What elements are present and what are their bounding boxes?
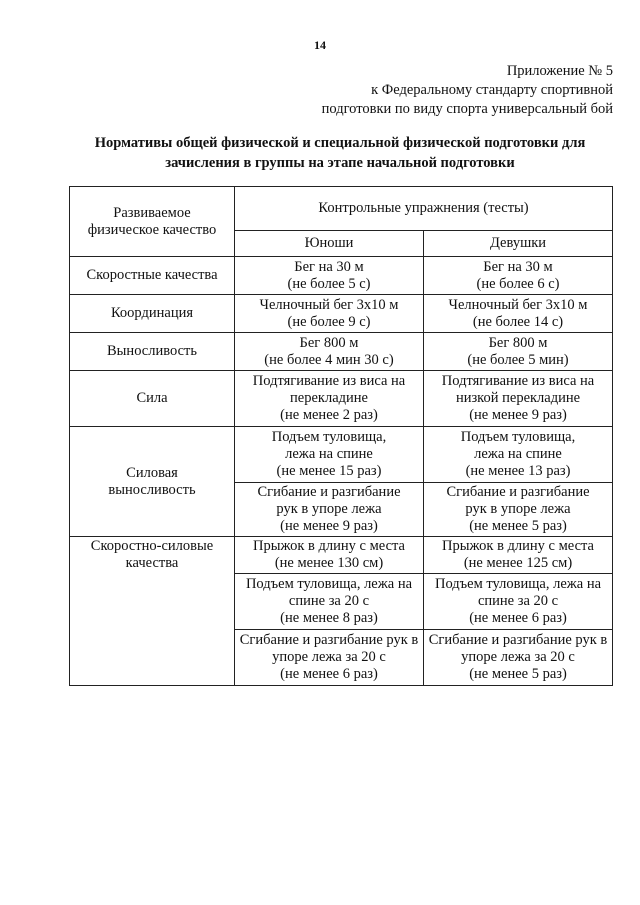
header-quality: Развиваемое физическое качество	[70, 187, 235, 257]
girls-norm-cell: Сгибание и разгибание рук в упоре лежа за 20 с (не менее 5 раз)	[424, 630, 613, 686]
girls-norm-cell: Сгибание и разгибание рук в упоре лежа (не менее 5 раз)	[424, 483, 613, 537]
appendix-line: Приложение № 5	[506, 63, 613, 79]
appendix-header	[322, 62, 613, 119]
table-row	[70, 427, 613, 483]
document-title	[70, 133, 610, 173]
girls-norm-cell: Подъем туловища, лежа на спине (не менее 13 раз)	[424, 427, 613, 483]
quality-cell: Скоростные качества	[70, 257, 235, 295]
girls-norm-cell: Подтягивание из виса на низкой перекладине (не менее 9 раз)	[424, 371, 613, 427]
boys-norm-cell: Подъем туловища, лежа на спине за 20 с (не менее 8 раз)	[235, 574, 424, 630]
boys-norm-cell: Бег 800 м (не более 4 мин 30 с)	[235, 333, 424, 371]
boys-norm-cell: Прыжок в длину с места (не менее 130 см)	[235, 537, 424, 574]
boys-norm-cell: Сгибание и разгибание рук в упоре лежа за 20 с (не менее 6 раз)	[235, 630, 424, 686]
appendix-line: подготовки по виду спорта универсальный бой	[321, 101, 613, 117]
title-line: Нормативы общей физической и специальной физической подготовки для	[94, 135, 586, 151]
table-row	[70, 257, 613, 295]
header-girls: Девушки	[424, 231, 613, 257]
boys-norm-cell: Челночный бег 3х10 м (не более 9 с)	[235, 295, 424, 333]
table-body	[70, 257, 613, 686]
boys-norm-cell: Подъем туловища, лежа на спине (не менее 15 раз)	[235, 427, 424, 483]
table-row	[70, 537, 613, 574]
standards-table	[69, 186, 613, 686]
boys-norm-cell: Бег на 30 м (не более 5 с)	[235, 257, 424, 295]
girls-norm-cell: Бег 800 м (не более 5 мин)	[424, 333, 613, 371]
girls-norm-cell: Челночный бег 3х10 м (не более 14 с)	[424, 295, 613, 333]
table-row	[70, 371, 613, 427]
quality-cell: Силовая выносливость	[70, 427, 235, 537]
title-line: зачисления в группы на этапе начальной подготовки	[165, 155, 515, 171]
quality-cell: Координация	[70, 295, 235, 333]
quality-cell: Выносливость	[70, 333, 235, 371]
girls-norm-cell: Бег на 30 м (не более 6 с)	[424, 257, 613, 295]
header-tests: Контрольные упражнения (тесты)	[235, 187, 613, 231]
appendix-line: к Федеральному стандарту спортивной	[371, 82, 613, 98]
girls-norm-cell: Подъем туловища, лежа на спине за 20 с (не менее 6 раз)	[424, 574, 613, 630]
table-row	[70, 333, 613, 371]
boys-norm-cell: Сгибание и разгибание рук в упоре лежа (не менее 9 раз)	[235, 483, 424, 537]
girls-norm-cell: Прыжок в длину с места (не менее 125 см)	[424, 537, 613, 574]
quality-cell: Сила	[70, 371, 235, 427]
quality-cell: Скоростно-силовые качества	[70, 537, 235, 686]
table-row	[70, 295, 613, 333]
page-number: 14	[314, 38, 326, 52]
header-boys: Юноши	[235, 231, 424, 257]
boys-norm-cell: Подтягивание из виса на перекладине (не менее 2 раз)	[235, 371, 424, 427]
